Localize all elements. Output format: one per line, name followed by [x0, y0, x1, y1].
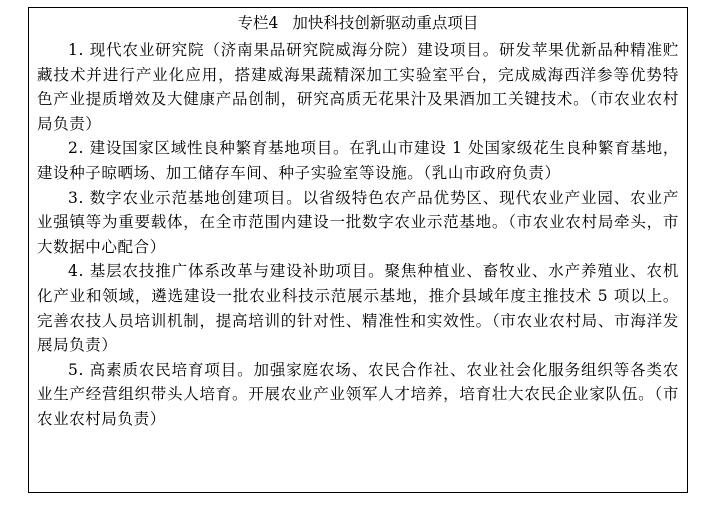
project-item-5: 5. 高素质农民培育项目。加强家庭农场、农民合作社、农业社会化服务组织等各类农业生产经营组织带头人培育。开展农业产业领军人才培养，培育壮大农民企业家队伍。（市农业农村局负责）	[37, 360, 679, 428]
project-item-1: 1. 现代农业研究院（济南果品研究院威海分院）建设项目。研发苹果优新品种精准贮藏技术并进行产业化应用，搭建威海果蔬精深加工实验室平台，完成威海西洋参等优势特色产业提质增效及大健康产品创制，研究高质无花果汁及果酒加工关键技术。（市农业农村局负责）	[37, 41, 679, 133]
box-title	[37, 12, 679, 34]
project-item-3: 3. 数字农业示范基地创建项目。以省级特色农产品优势区、现代农业产业园、农业产业强镇等为重要载体，在全市范围内建设一批数字农业示范基地。（市农业农村局牵头，市大数据中心配合）	[37, 188, 679, 256]
feature-box	[28, 7, 688, 493]
project-item-4: 4. 基层农技推广体系改革与建设补助项目。聚焦种植业、畜牧业、水产养殖业、农机化产业和领域，遴选建设一批农业科技示范展示基地，推介县域年度主推技术 5 项以上。完善农技人员培训机制，提高培训的针对性、精准性和实效性。（市农业农村局、市海洋发展局负责）	[37, 262, 679, 355]
box-title-label: 专栏4	[237, 14, 279, 32]
box-title-text: 加快科技创新驱动重点项目	[292, 14, 479, 32]
project-item-2: 2. 建设国家区域性良种繁育基地项目。在乳山市建设 1 处国家级花生良种繁育基地，建设种子晾晒场、加工储存车间、种子实验室等设施。（乳山市政府负责）	[37, 139, 679, 182]
